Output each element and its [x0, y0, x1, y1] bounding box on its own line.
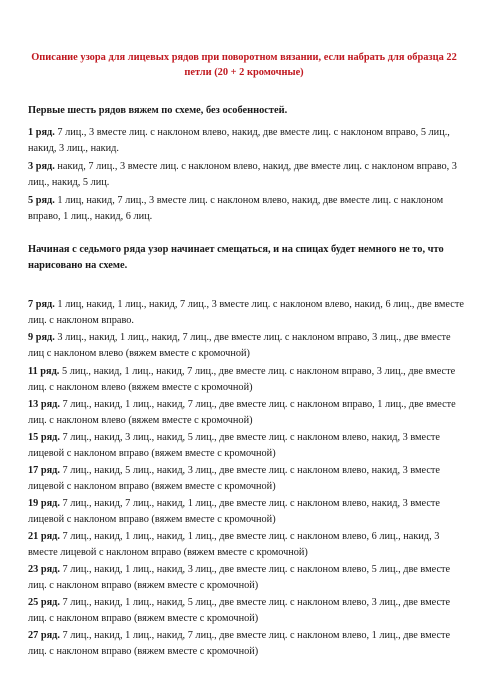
- row-text: 7 лиц., накид, 7 лиц., накид, 1 лиц., две вместе лиц. с наклоном влево, накид, 3 вместе лицевой с наклоном вправо (вяжем вместе с кромочной): [28, 498, 441, 525]
- row-number: 1 ряд.: [28, 127, 55, 138]
- row-number: 3 ряд.: [28, 161, 55, 172]
- pattern-row: [28, 529, 468, 560]
- pattern-row: [28, 628, 468, 659]
- pattern-row: [28, 159, 468, 190]
- row-number: 27 ряд.: [28, 630, 60, 641]
- row-text: 7 лиц., накид, 1 лиц., накид, 1 лиц., две вместе лиц. с наклоном влево, 6 лиц., накид, 3 вместе лицевой с наклоном вправо (вяжем вместе с кромочной): [28, 531, 440, 558]
- row-text: накид, 7 лиц., 3 вместе лиц. с наклоном влево, накид, две вместе лиц. с наклоном вправо, 3 лиц., накид, 5 лиц.: [28, 161, 457, 188]
- row-number: 21 ряд.: [28, 531, 60, 542]
- pattern-row: [28, 397, 468, 428]
- row-text: 7 лиц., 3 вместе лиц. с наклоном влево, накид, две вместе лиц. с наклоном вправо, 5 лиц., накид, 3 лиц., накид.: [28, 127, 450, 154]
- pattern-row: [28, 193, 468, 224]
- row-number: 23 ряд.: [28, 564, 60, 575]
- section-heading-second: Начиная с седьмого ряда узор начинает смещаться, и на спицах будет немного не то, что нарисовано на схеме.: [28, 244, 444, 271]
- row-number: 19 ряд.: [28, 498, 60, 509]
- pattern-row: [28, 562, 468, 593]
- pattern-row: [28, 330, 468, 361]
- pattern-row: [28, 463, 468, 494]
- section-heading-first: Первые шесть рядов вяжем по схеме, без особенностей.: [28, 105, 288, 116]
- pattern-row: [28, 430, 468, 461]
- row-number: 25 ряд.: [28, 597, 60, 608]
- pattern-row: [28, 125, 468, 156]
- row-text: 3 лиц., накид, 1 лиц., накид, 7 лиц., две вместе лиц. с наклоном вправо, 3 лиц., две вместе лиц с наклоном влево (вяжем вместе с кромочной): [28, 332, 451, 359]
- row-number: 7 ряд.: [28, 299, 55, 310]
- row-text: 1 лиц, накид, 7 лиц., 3 вместе лиц. с наклоном влево, накид, две вместе лиц. с наклоном вправо, 1 лиц., накид, 6 лиц.: [28, 195, 444, 222]
- pattern-row: [28, 297, 468, 328]
- row-number: 17 ряд.: [28, 465, 60, 476]
- row-text: 7 лиц., накид, 1 лиц., накид, 3 лиц., две вместе лиц. с наклоном влево, 5 лиц., две вместе лиц. с наклоном вправо (вяжем вместе с кромочной): [28, 564, 451, 591]
- row-number: 13 ряд.: [28, 399, 60, 410]
- row-number: 11 ряд.: [28, 366, 60, 377]
- pattern-row: [28, 496, 468, 527]
- row-text: 5 лиц., накид, 1 лиц., накид, 7 лиц., две вместе лиц. с наклоном вправо, 3 лиц., две вместе лиц. с наклоном влево (вяжем вместе с кромочной): [28, 366, 456, 393]
- page-title: Описание узора для лицевых рядов при поворотном вязании, если набрать для образца 22 петли (20 + 2 кромочные): [31, 52, 457, 78]
- pattern-row: [28, 595, 468, 626]
- row-number: 5 ряд.: [28, 195, 55, 206]
- row-text: 7 лиц., накид, 1 лиц., накид, 5 лиц., две вместе лиц. с наклоном влево, 3 лиц., две вместе лиц. с наклоном вправо (вяжем вместе с кромочной): [28, 597, 451, 624]
- row-text: 1 лиц, накид, 1 лиц., накид, 7 лиц., 3 вместе лиц. с наклоном влево, накид, 6 лиц., две вместе лиц. с наклоном вправо.: [28, 299, 464, 326]
- row-text: 7 лиц., накид, 1 лиц., накид, 7 лиц., две вместе лиц. с наклоном вправо, 1 лиц., две вместе лиц. с наклоном влево (вяжем вместе с кромочной): [28, 399, 456, 426]
- row-number: 9 ряд.: [28, 332, 55, 343]
- row-text: 7 лиц., накид, 5 лиц., накид, 3 лиц., две вместе лиц. с наклоном влево, накид, 3 вместе лицевой с наклоном вправо (вяжем вместе с кромочной): [28, 465, 441, 492]
- row-text: 7 лиц., накид, 1 лиц., накид, 7 лиц., две вместе лиц. с наклоном влево, 1 лиц., две вместе лиц. с наклоном вправо (вяжем вместе с кромочной): [28, 630, 451, 657]
- pattern-row: [28, 364, 468, 395]
- row-number: 15 ряд.: [28, 432, 60, 443]
- row-text: 7 лиц., накид, 3 лиц., накид, 5 лиц., две вместе лиц. с наклоном влево, накид, 3 вместе лицевой с наклоном вправо (вяжем вместе с кромочной): [28, 432, 441, 459]
